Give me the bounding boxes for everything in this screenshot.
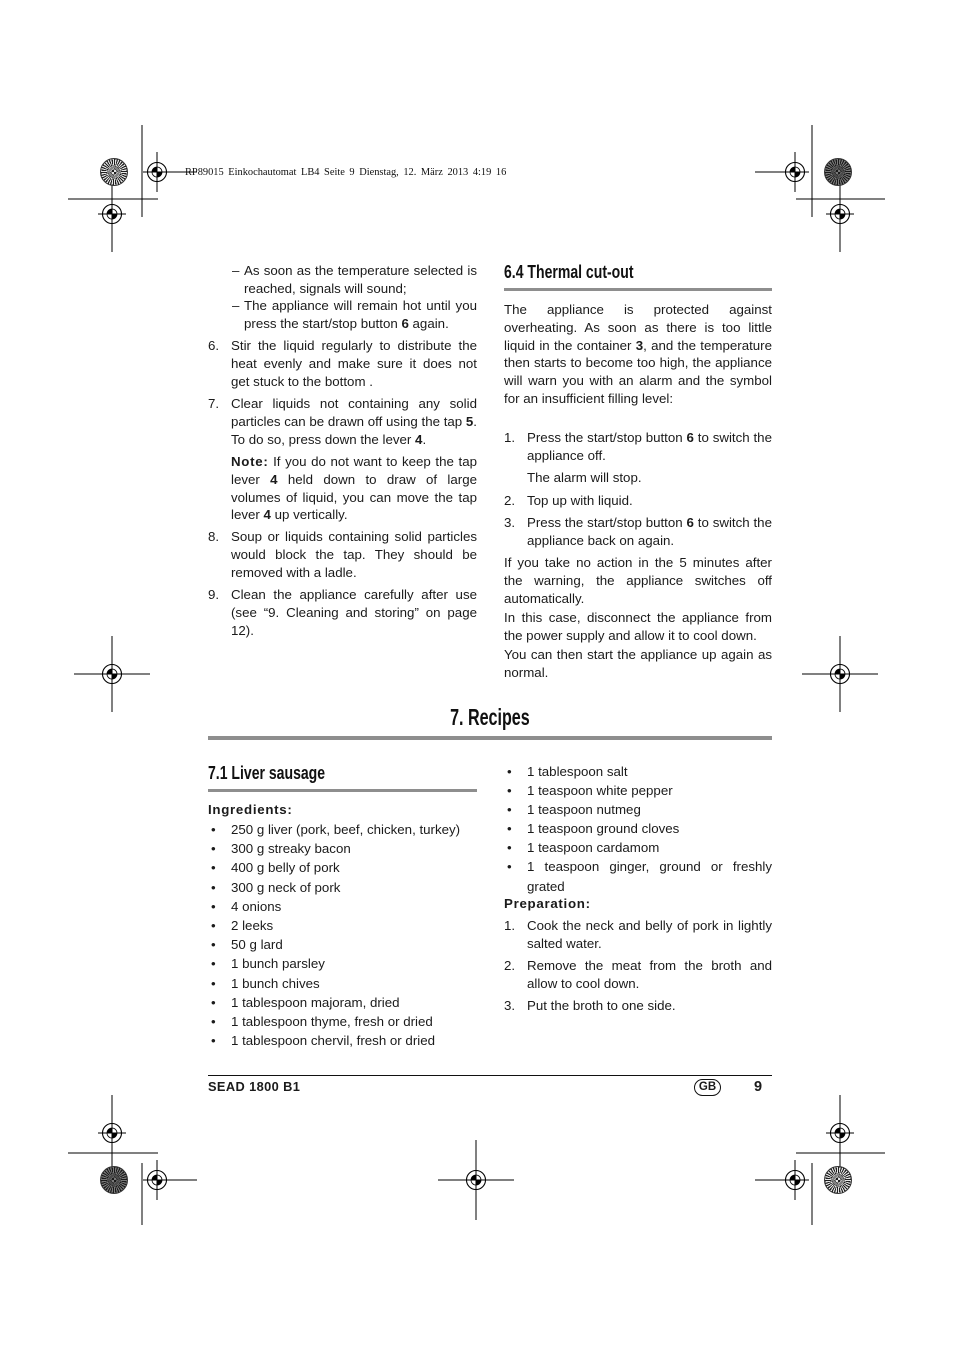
part-number: 5 [465,413,474,429]
step-text: . To do so, press down the lever [231,413,477,447]
step-item [504,429,772,465]
step-text: Stir the liquid regularly to distribute the heat evenly and make sure it does not get stuck to the bottom . [231,338,477,389]
bullet: • [211,1014,216,1030]
step-item [504,514,772,550]
heading-rule [208,789,477,792]
step-text: Put the broth to one side. [527,998,676,1013]
dash-item [232,297,477,333]
chapter-rule [208,736,772,740]
dash-item-text: again. [408,315,449,331]
bullet: • [507,840,512,856]
dash-item-text: The appliance will remain hot until you press the start/stop button [244,298,477,331]
bullet: • [211,879,216,895]
list-item [208,916,477,935]
button-number: 6 [686,430,694,445]
list-item [208,897,477,916]
bullet: • [507,802,512,818]
step-number: 1. [504,430,516,445]
list-item [208,993,477,1012]
dash-marker: – [232,298,240,313]
step-text: Press the start/stop button [527,515,687,530]
bullet: • [507,783,512,799]
ingredient-text: 1 teaspoon ground cloves [527,821,680,837]
registration-mark [755,152,809,192]
bullet: • [507,764,512,779]
bullet: • [211,1033,216,1049]
print-slug: RP89015 Einkochautomat LB4 Seite 9 Dienstag, 12. März 2013 4:19 16 [185,167,507,178]
ingredient-text: 2 leeks [231,918,274,934]
model-number: SEAD 1800 B1 [208,1079,301,1094]
step-number: 3. [504,998,516,1013]
step-text: Remove the meat from the broth and allow to cool down. [527,958,772,991]
part-number: 4 [415,431,423,447]
registration-mark [438,1140,514,1220]
step-text: to switch the appliance back on again. [527,515,772,548]
bullet: • [211,860,216,876]
heading-rule [504,288,772,291]
step-text: Top up with liquid. [527,493,633,508]
step-item [208,337,477,390]
ingredient-text: 50 g lard [231,937,283,953]
list-item [208,1012,477,1031]
dash-item-text: As soon as the temperature selected is reached, signals will sound; [244,263,477,296]
color-wheel-mark [824,1166,852,1194]
registration-mark [98,1095,126,1169]
bullet: • [211,898,216,914]
step-number: 1. [504,918,516,933]
thermal-intro [504,301,772,408]
page-number: 9 [754,1079,763,1095]
ingredients-label: Ingredients: [208,802,293,817]
list-item [208,974,477,993]
paragraph: If you take no action in the 5 minutes after the warning, the appliance switches off automatically. [504,555,772,606]
bullet: • [507,821,512,837]
list-item [208,935,477,954]
paragraph: You can then start the appliance up again as normal. [504,647,772,680]
step-number: 8. [208,529,220,544]
step-number: 3. [504,515,516,530]
color-wheel-mark [100,158,128,186]
part-number: 3 [635,337,644,353]
bullet: • [507,859,512,875]
ingredient-text: 1 tablespoon thyme, fresh or dried [231,1014,433,1030]
ingredient-text: 300 g neck of pork [231,879,341,895]
step-text: Clean the appliance carefully after use (see “9. Cleaning and storing” on page 12). [231,587,477,638]
note-text: up vertically. [270,507,348,523]
ingredient-text: 1 teaspoon nutmeg [527,802,641,818]
step-item [504,492,772,510]
list-item [504,857,772,895]
footer-rule [208,1075,772,1076]
section-heading-thermal-cutout: 6.4 Thermal cut-out [504,262,634,282]
step-number: 6. [208,338,220,353]
step-number: 7. [208,396,220,411]
preparation-label: Preparation: [504,896,591,911]
step-item [504,917,772,953]
ingredient-text: 4 onions [231,898,282,914]
dash-marker: – [232,263,240,278]
list-item [208,1031,477,1050]
intro-text: The appliance is protected against overheating. As soon as there is too little liquid in the container [504,302,772,353]
ingredient-text: 1 teaspoon cardamom [527,840,660,856]
ingredient-text: 300 g streaky bacon [231,841,351,857]
note-text: held down to draw of large volumes of liquid, you can move the tap lever [231,471,477,523]
bullet: • [211,937,216,953]
step-item [504,997,772,1015]
note-text: If you do not want to keep the tap lever [231,454,477,487]
ingredient-text: 400 g belly of pork [231,860,340,876]
step-text: Press the start/stop button [527,430,687,445]
note [231,453,477,524]
ingredient-text: 1 tablespoon salt [527,764,628,779]
step-text: Clear liquids not containing any solid particles can be drawn off using the tap [231,396,477,429]
section-heading-liver-sausage: 7.1 Liver sausage [208,763,326,783]
bullet: • [211,956,216,972]
list-item [208,954,477,973]
registration-mark [74,636,150,712]
ingredients-list-continued [504,762,772,896]
ingredient-text: 1 bunch parsley [231,956,325,972]
step-text: Soup or liquids containing solid particles would block the tap. They should be removed with a ladle. [231,529,477,580]
color-wheel-mark [824,158,852,186]
list-item [504,800,772,819]
intro-text: , and the temperature then starts to become too high, the appliance will warn you with an alarm and the symbol for an insufficient filling level: [504,337,773,406]
bullet: • [211,994,216,1010]
step-item [208,395,477,448]
bullet: • [211,918,216,934]
list-item [208,858,477,877]
list-item [504,819,772,838]
step-item [504,957,772,993]
button-number: 6 [686,515,694,530]
registration-mark [143,1160,197,1200]
list-item [504,781,772,800]
step-text: Cook the neck and belly of pork in lightly salted water. [527,918,772,951]
registration-mark [755,1160,809,1200]
language-badge: GB [694,1079,721,1096]
list-item [504,838,772,857]
step-text: to switch the appliance off. [527,430,772,463]
list-item [208,839,477,858]
bullet: • [211,975,216,991]
part-number: 4 [270,471,278,487]
step-item [208,586,477,639]
ingredient-text: 1 bunch chives [231,975,320,991]
paragraph: In this case, disconnect the appliance from the power supply and allow it to cool down. [504,610,772,643]
ingredient-text: 250 g liver (pork, beef, chicken, turkey) [231,822,461,837]
ingredients-list [208,820,477,1050]
alarm-note: The alarm will stop. [527,470,642,485]
bullet: • [211,822,216,837]
ingredient-text: 1 teaspoon white pepper [527,783,673,799]
step-number: 2. [504,493,516,508]
ingredient-text: 1 teaspoon ginger, ground or freshly grated [527,859,772,894]
ingredient-text: 1 tablespoon majoram, dried [231,994,400,1010]
step-number: 2. [504,958,516,973]
dash-item [232,262,477,298]
part-number: 4 [263,507,271,523]
ingredient-text: 1 tablespoon chervil, fresh or dried [231,1033,435,1049]
list-item [208,820,477,839]
registration-mark [802,636,878,712]
step-item [208,528,477,581]
registration-mark [826,1095,854,1169]
registration-mark [98,178,126,252]
button-number: 6 [401,315,409,331]
note-label: Note: [231,454,269,469]
step-number: 9. [208,587,220,602]
chapter-heading-recipes: 7. Recipes [450,704,530,730]
chapter-heading-wrap [208,703,772,731]
step-text: . [422,431,427,447]
bullet: • [211,841,216,857]
list-item [504,762,772,781]
color-wheel-mark [100,1166,128,1194]
list-item [208,878,477,897]
registration-mark [826,178,854,252]
